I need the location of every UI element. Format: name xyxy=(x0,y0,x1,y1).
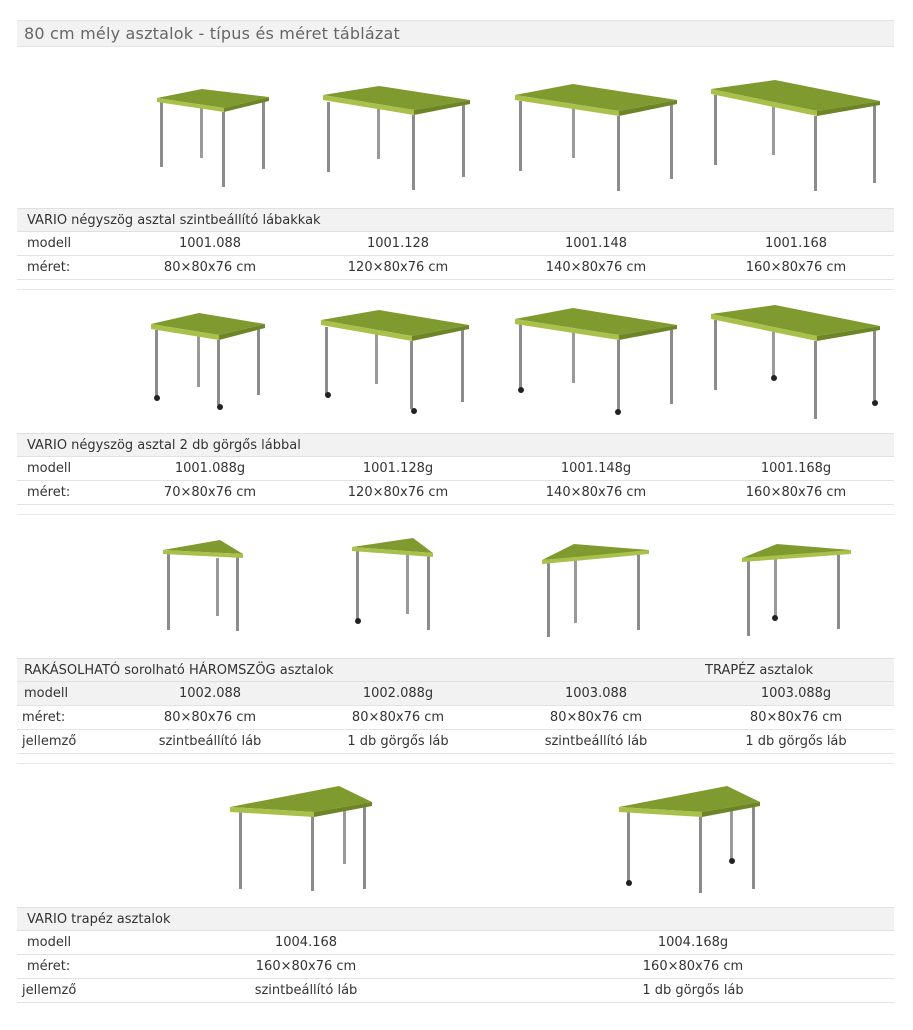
model-cell: 1001.088 xyxy=(178,236,242,251)
model-cell: 1001.128g xyxy=(362,461,434,476)
size-cell: 80×80x76 cm xyxy=(163,260,257,275)
row-label: jellemző xyxy=(22,983,77,998)
model-cell: 1001.168g xyxy=(760,461,832,476)
size-cell: 160×80x76 cm xyxy=(745,485,847,500)
section-3-feature-row xyxy=(17,730,894,754)
table-image-1001-128 xyxy=(323,86,470,190)
table-image-1003-088 xyxy=(542,544,649,637)
model-cell: 1004.168g xyxy=(657,935,729,950)
size-cell: 160×80x76 cm xyxy=(255,959,357,974)
row-label: modell xyxy=(27,935,72,950)
row-label: méret: xyxy=(27,260,71,275)
row-label: modell xyxy=(27,236,72,251)
size-cell: 140×80x76 cm xyxy=(545,260,647,275)
divider xyxy=(17,763,894,764)
section-4-heading: VARIO trapéz asztalok xyxy=(27,912,171,927)
size-cell: 160×80x76 cm xyxy=(642,959,744,974)
table-image-1003-088g xyxy=(742,544,851,636)
feature-cell: szintbeállító láb xyxy=(158,734,262,749)
size-cell: 120×80x76 cm xyxy=(347,485,449,500)
size-cell: 160×80x76 cm xyxy=(745,260,847,275)
divider xyxy=(17,514,894,515)
section-4-feature-row xyxy=(17,979,894,1003)
feature-cell: 1 db görgős láb xyxy=(745,734,847,749)
size-cell: 80×80x76 cm xyxy=(549,710,643,725)
model-cell: 1003.088 xyxy=(564,686,628,701)
section-3-heading-right: TRAPÉZ asztalok xyxy=(705,663,814,678)
table-image-1001-148 xyxy=(515,84,677,191)
model-cell: 1001.148 xyxy=(564,236,628,251)
section-2-model-row xyxy=(17,457,894,481)
page-title: 80 cm mély asztalok - típus és méret táblázat xyxy=(24,24,400,43)
model-cell: 1001.088g xyxy=(174,461,246,476)
row-label: modell xyxy=(24,686,69,701)
model-cell: 1001.128 xyxy=(366,236,430,251)
table-image-1001-168 xyxy=(711,80,880,191)
row-label: jellemző xyxy=(22,734,77,749)
row-label: méret: xyxy=(22,710,66,725)
table-images-row-1 xyxy=(17,75,894,200)
section-1-size-row xyxy=(17,256,894,280)
section-1-header xyxy=(17,208,894,232)
table-image-1004-168g xyxy=(619,786,760,893)
divider xyxy=(17,289,894,290)
section-1-model-row xyxy=(17,232,894,256)
size-cell: 80×80x76 cm xyxy=(163,710,257,725)
size-cell: 140×80x76 cm xyxy=(545,485,647,500)
row-label: méret: xyxy=(27,959,71,974)
model-cell: 1004.168 xyxy=(274,935,338,950)
table-image-1001-088 xyxy=(157,89,269,187)
model-cell: 1002.088 xyxy=(178,686,242,701)
model-cell: 1001.168 xyxy=(764,236,828,251)
section-1-heading: VARIO négyszög asztal szintbeállító lábakkak xyxy=(27,213,321,228)
section-3-header xyxy=(17,658,894,682)
section-3-model-row xyxy=(17,682,894,706)
table-images-row-3 xyxy=(17,530,894,650)
table-images-row-2 xyxy=(17,300,894,425)
table-image-1004-168 xyxy=(230,786,372,891)
section-2-header xyxy=(17,433,894,457)
table-images-row-4 xyxy=(17,775,894,900)
section-2-heading: VARIO négyszög asztal 2 db görgős lábbal xyxy=(27,438,301,453)
section-3-size-row xyxy=(17,706,894,730)
size-cell: 80×80x76 cm xyxy=(351,710,445,725)
row-label: méret: xyxy=(27,485,71,500)
section-4-size-row xyxy=(17,955,894,979)
section-2-size-row xyxy=(17,481,894,505)
table-image-1002-088g xyxy=(352,538,433,630)
size-cell: 80×80x76 cm xyxy=(749,710,843,725)
size-cell: 70×80x76 cm xyxy=(163,485,257,500)
model-cell: 1002.088g xyxy=(362,686,434,701)
table-image-1001-128g xyxy=(321,310,469,414)
row-label: modell xyxy=(27,461,72,476)
size-cell: 120×80x76 cm xyxy=(347,260,449,275)
table-image-1002-088 xyxy=(163,540,243,631)
feature-cell: szintbeállító láb xyxy=(254,983,358,998)
section-4-header xyxy=(17,907,894,931)
feature-cell: szintbeállító láb xyxy=(544,734,648,749)
table-image-1001-168g xyxy=(711,305,880,419)
page-title-bar xyxy=(17,20,894,47)
section-3-heading: RAKÁSOLHATÓ sorolható HÁROMSZÖG asztalok xyxy=(24,663,334,678)
feature-cell: 1 db görgős láb xyxy=(642,983,744,998)
section-4-model-row xyxy=(17,931,894,955)
model-cell: 1003.088g xyxy=(760,686,832,701)
table-image-1001-088g xyxy=(151,313,265,410)
feature-cell: 1 db görgős láb xyxy=(347,734,449,749)
table-image-1001-148g xyxy=(515,308,677,415)
model-cell: 1001.148g xyxy=(560,461,632,476)
